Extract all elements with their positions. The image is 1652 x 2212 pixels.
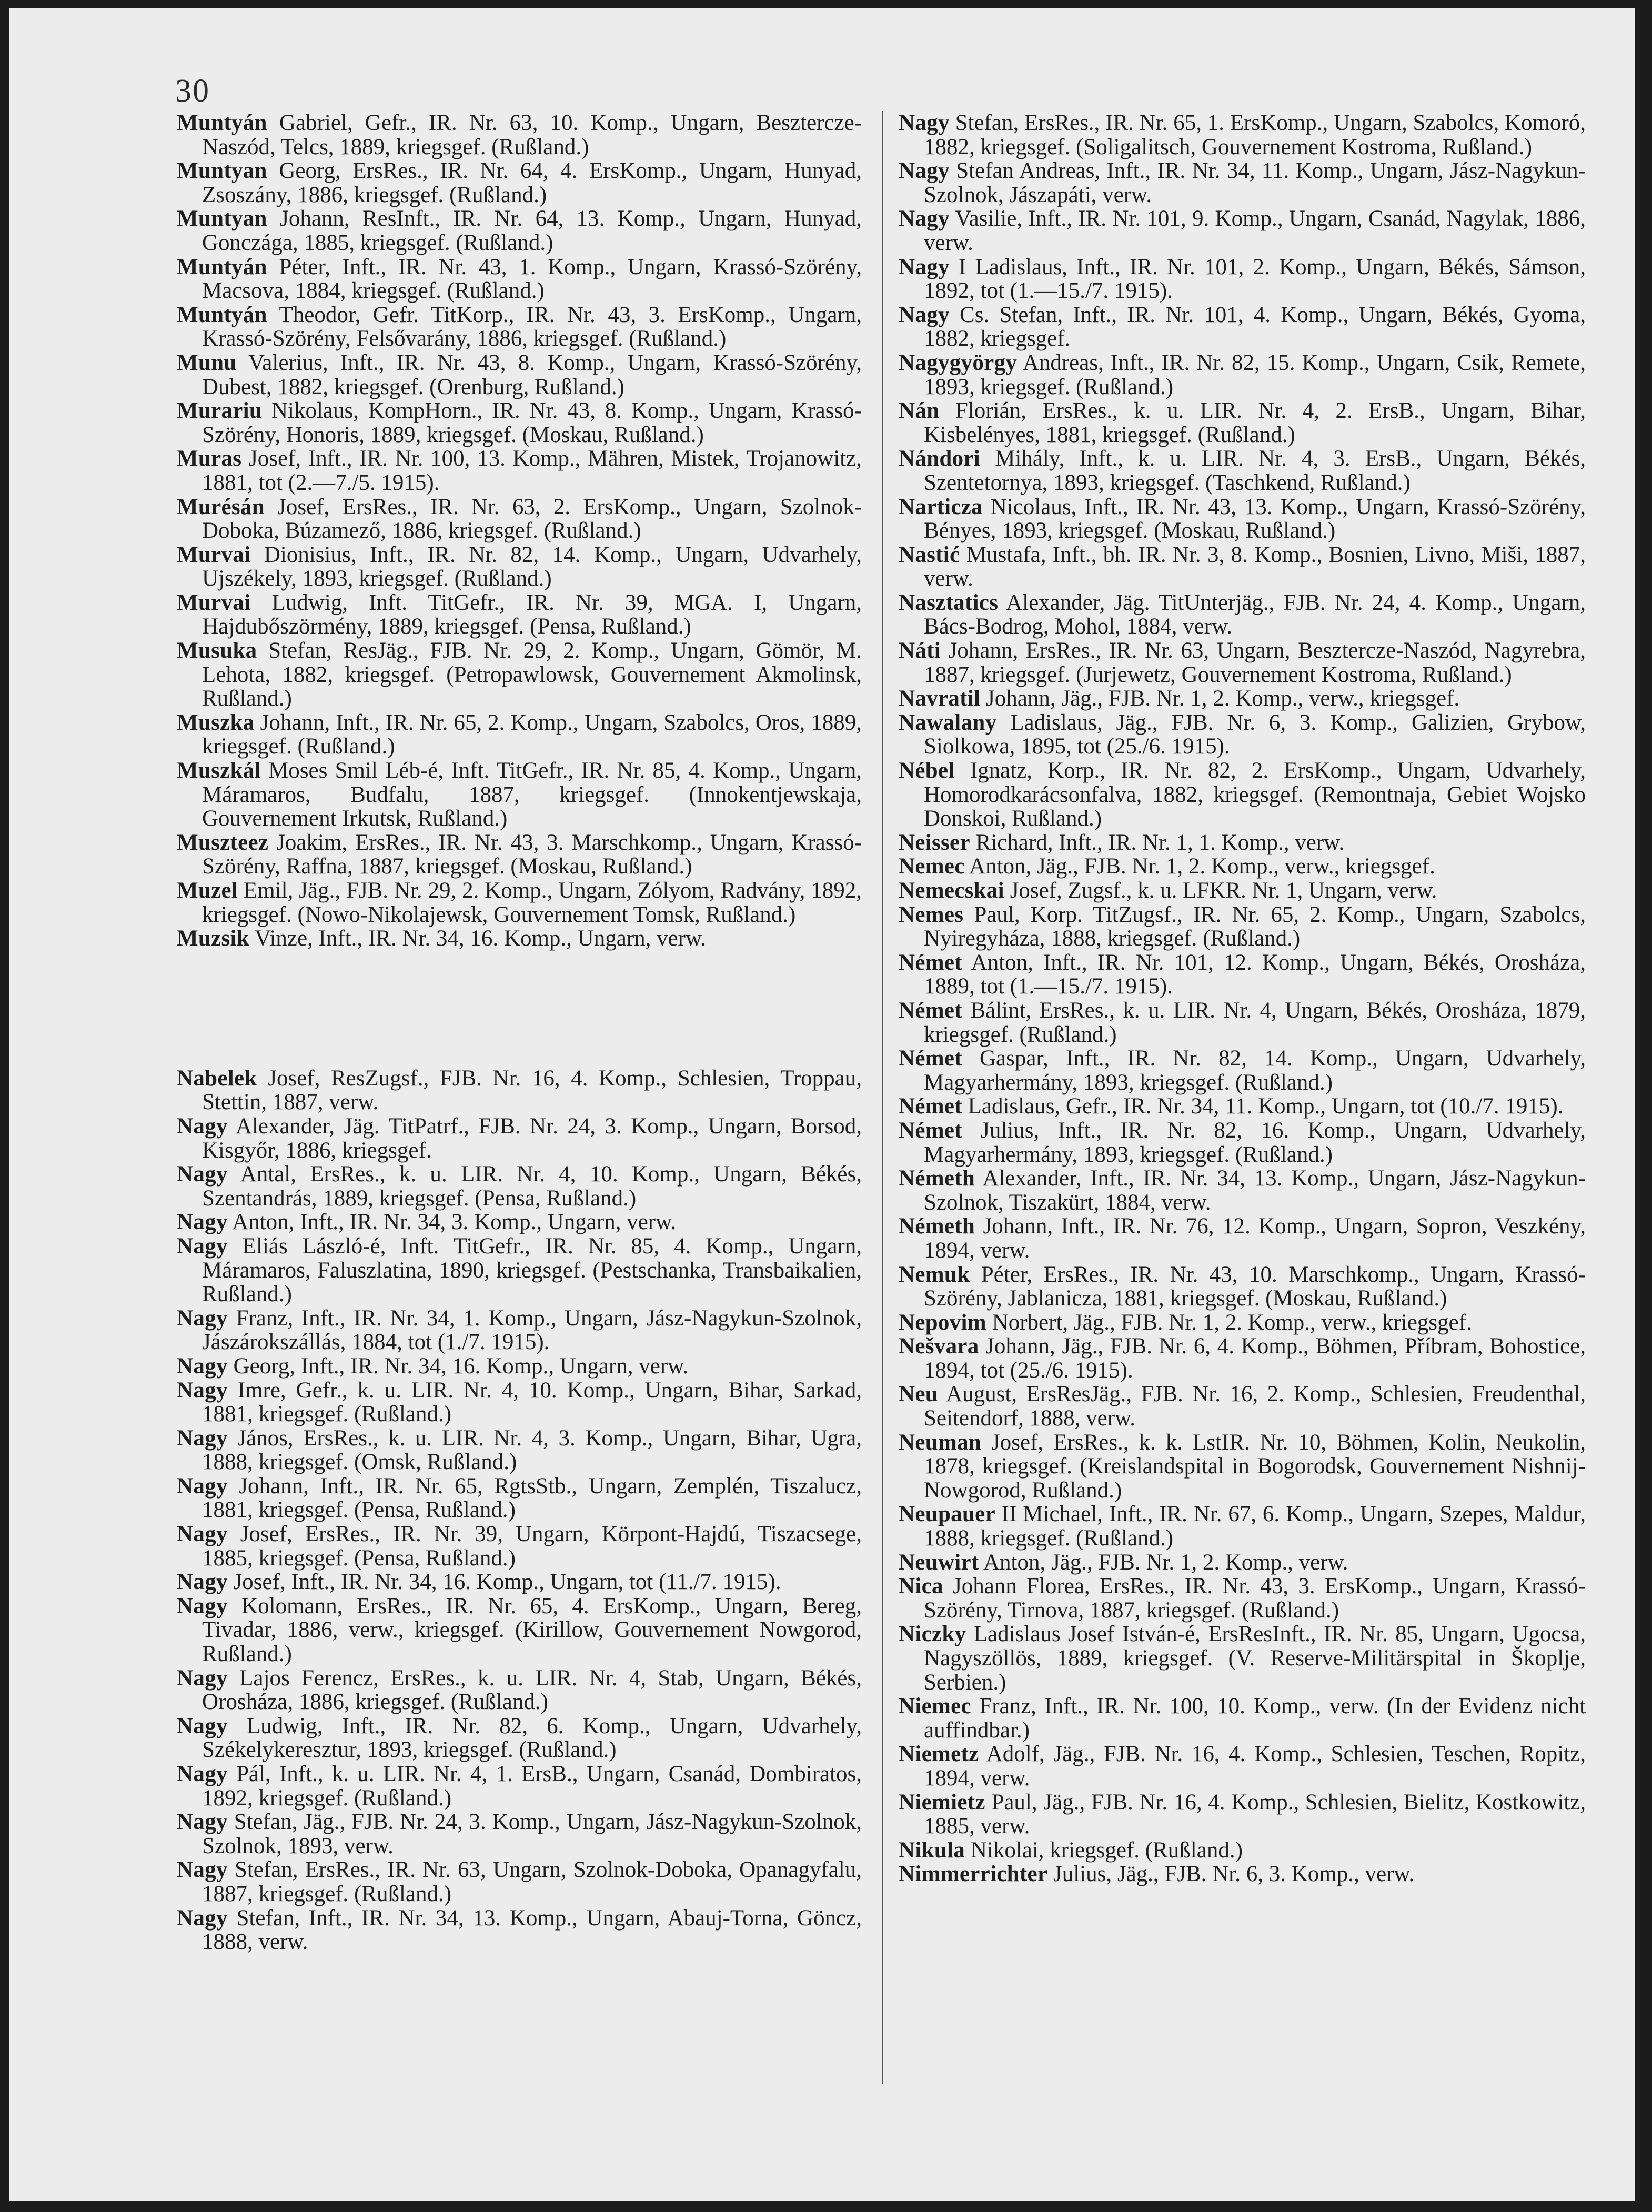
document-page xyxy=(9,8,1635,2201)
entry-details: II Michael, Inft., IR. Nr. 67, 6. Komp., Ungarn, Szepes, Maldur, 1888, kriegsgef. (Rußland.) xyxy=(924,1502,1586,1551)
list-entry xyxy=(177,1858,862,1906)
entry-surname: Német xyxy=(899,1118,962,1143)
entry-details: Johann, ResInft., IR. Nr. 64, 13. Komp., Ungarn, Hunyad, Gonczága, 1885, kriegsgef. (Rußland.) xyxy=(202,206,862,255)
entry-details: Ladislaus, Gefr., IR. Nr. 34, 11. Komp., Ungarn, tot (10./7. 1915). xyxy=(968,1094,1564,1119)
list-entry xyxy=(177,1906,862,1954)
entry-details: Josef, Zugsf., k. u. LFKR. Nr. 1, Ungarn, verw. xyxy=(1010,878,1437,903)
entry-surname: Muszka xyxy=(177,710,255,735)
entry-surname: Muntyan xyxy=(177,158,267,184)
list-entry xyxy=(899,1838,1586,1863)
list-entry xyxy=(899,1311,1586,1335)
entry-details: Franz, Inft., IR. Nr. 34, 1. Komp., Ungarn, Jász-Nagykun-Szolnok, Jászárokszállás, 1884, tot (1./7. 1915). xyxy=(202,1305,862,1355)
entry-surname: Niemietz xyxy=(899,1789,985,1815)
entry-details: Joakim, ErsRes., IR. Nr. 43, 3. Marschkomp., Ungarn, Krassó-Szörény, Raffna, 1887, kriegsgef. (Moskau, Rußland.) xyxy=(202,830,862,879)
list-entry xyxy=(899,1431,1586,1503)
list-entry xyxy=(899,447,1586,495)
entry-surname: Muntyan xyxy=(177,206,267,232)
entry-surname: Neupauer xyxy=(899,1502,995,1527)
list-entry xyxy=(899,591,1586,639)
entry-details: Ignatz, Korp., IR. Nr. 82, 2. ErsKomp., Ungarn, Udvarhely, Homorodkarácsonfalva, 1882, kriegsgef. (Remontnaja, Gebiet Wojsko Donskoi, Rußland.) xyxy=(924,758,1586,831)
list-entry xyxy=(899,543,1586,591)
list-entry xyxy=(899,1502,1586,1550)
entry-details: Johann, Jäg., FJB. Nr. 6, 4. Komp., Böhmen, Příbram, Bohostice, 1894, tot (25./6. 1915). xyxy=(924,1334,1586,1383)
entry-surname: Nagy xyxy=(177,1570,228,1595)
right-column xyxy=(899,111,1586,1886)
entry-details: Nikolai, kriegsgef. (Rußland.) xyxy=(970,1837,1243,1863)
entry-surname: Murvai xyxy=(177,542,251,567)
entry-surname: Nawalany xyxy=(899,710,997,735)
entry-surname: Nagy xyxy=(899,254,950,279)
entry-surname: Nagy xyxy=(177,1665,228,1691)
entry-surname: Muszteez xyxy=(177,830,269,855)
list-entry xyxy=(177,399,862,447)
entry-details: Alexander, Inft., IR. Nr. 34, 13. Komp., Ungarn, Jász-Nagykun-Szolnok, Tiszakürt, 1884, verw. xyxy=(924,1166,1586,1215)
entry-surname: Niczky xyxy=(899,1622,966,1647)
list-entry xyxy=(177,1570,862,1594)
entry-details: Anton, Inft., IR. Nr. 34, 3. Komp., Ungarn, verw. xyxy=(232,1210,677,1235)
list-entry xyxy=(899,1551,1586,1575)
entry-surname: Német xyxy=(899,1046,962,1071)
list-entry xyxy=(899,999,1586,1047)
list-entry xyxy=(177,543,862,591)
list-entry xyxy=(177,639,862,711)
entry-details: Ludwig, Inft., IR. Nr. 82, 6. Komp., Ungarn, Udvarhely, Székelykeresztur, 1893, kriegsgef. (Rußland.) xyxy=(202,1713,862,1763)
entry-surname: Muntyán xyxy=(177,302,267,327)
entry-details: Johann, Jäg., FJB. Nr. 1, 2. Komp., verw., kriegsgef. xyxy=(986,686,1460,711)
entry-details: Imre, Gefr., k. u. LIR. Nr. 4, 10. Komp., Ungarn, Bihar, Sarkad, 1881, kriegsgef. (Rußland.) xyxy=(202,1378,862,1427)
entry-details: Josef, ErsRes., k. k. LstIR. Nr. 10, Böhmen, Kolin, Neukolin, 1878, kriegsgef. (Kreislandspital in Bogorodsk, Gouvernement Nishnij-Nowgorod, Rußland.) xyxy=(924,1430,1586,1503)
list-entry xyxy=(177,207,862,255)
list-entry xyxy=(177,1426,862,1474)
entry-surname: Neisser xyxy=(899,830,970,855)
entry-details: Alexander, Jäg. TitUnterjäg., FJB. Nr. 24, 4. Komp., Ungarn, Bács-Bodrog, Mohol, 1884, verw. xyxy=(924,590,1586,639)
page-number: 30 xyxy=(175,73,210,109)
entry-surname: Nasztatics xyxy=(899,590,999,615)
entry-details: Josef, ErsRes., IR. Nr. 63, 2. ErsKomp., Ungarn, Szolnok-Doboka, Búzamező, 1886, kriegsgef. (Rußland.) xyxy=(202,494,862,544)
entry-details: Péter, Inft., IR. Nr. 43, 1. Komp., Ungarn, Krassó-Szörény, Macsova, 1884, kriegsgef. (Rußland.) xyxy=(202,254,862,304)
entry-surname: Muntyán xyxy=(177,254,267,279)
list-entry xyxy=(177,255,862,303)
entry-details: Andreas, Inft., IR. Nr. 82, 15. Komp., Ungarn, Csik, Remete, 1893, kriegsgef. (Rußland.) xyxy=(924,350,1586,399)
entry-details: Julius, Jäg., FJB. Nr. 6, 3. Komp., verw. xyxy=(1053,1862,1415,1887)
entry-surname: Náti xyxy=(899,638,941,663)
list-entry xyxy=(899,1382,1586,1430)
left-column xyxy=(177,111,862,1954)
list-entry xyxy=(177,1594,862,1666)
list-entry xyxy=(177,1762,862,1810)
list-entry xyxy=(899,854,1586,879)
list-entry xyxy=(177,1666,862,1714)
list-entry xyxy=(899,1742,1586,1790)
entry-details: Mihály, Inft., k. u. LIR. Nr. 4, 3. ErsB., Ungarn, Békés, Szentetornya, 1893, kriegsgef. (Taschkend, Rußland.) xyxy=(924,446,1586,495)
entry-details: Alexander, Jäg. TitPatrf., FJB. Nr. 24, 3. Komp., Ungarn, Borsod, Kisgyőr, 1886, kriegsgef. xyxy=(202,1113,862,1163)
entry-surname: Muntyán xyxy=(177,110,267,135)
entry-surname: Németh xyxy=(899,1214,975,1239)
entry-surname: Neuwirt xyxy=(899,1550,979,1575)
entry-surname: Musuka xyxy=(177,638,257,663)
entry-surname: Nagy xyxy=(177,1210,228,1235)
entry-details: Valerius, Inft., IR. Nr. 43, 8. Komp., Ungarn, Krassó-Szörény, Dubest, 1882, kriegsgef. (Orenburg, Rußland.) xyxy=(202,350,862,399)
list-entry xyxy=(177,1379,862,1426)
entry-surname: Niemec xyxy=(899,1694,971,1719)
entry-details: Anton, Inft., IR. Nr. 101, 12. Komp., Ungarn, Békés, Orosháza, 1889, tot (1.—15./7. 1915). xyxy=(924,950,1586,999)
entry-details: Nicolaus, Inft., IR. Nr. 43, 13. Komp., Ungarn, Krassó-Szörény, Bényes, 1893, kriegsgef. (Moskau, Rußland.) xyxy=(924,494,1586,544)
entry-surname: Nagy xyxy=(177,1593,228,1618)
list-entry xyxy=(899,1214,1586,1262)
entry-details: Theodor, Gefr. TitKorp., IR. Nr. 43, 3. ErsKomp., Ungarn, Krassó-Szörény, Felsővarány, 1886, kriegsgef. (Rußland.) xyxy=(202,302,862,351)
entry-details: Cs. Stefan, Inft., IR. Nr. 101, 4. Komp., Ungarn, Békés, Gyoma, 1882, kriegsgef. xyxy=(924,302,1586,351)
entry-surname: Nagy xyxy=(899,158,950,184)
entry-details: Vasilie, Inft., IR. Nr. 101, 9. Komp., Ungarn, Csanád, Nagylak, 1886, verw. xyxy=(924,206,1586,255)
list-entry xyxy=(899,495,1586,543)
list-entry xyxy=(899,1574,1586,1622)
list-entry xyxy=(177,1162,862,1210)
entry-surname: Nemuk xyxy=(899,1262,970,1287)
list-entry xyxy=(177,1354,862,1379)
entry-surname: Nagygyörgy xyxy=(899,350,1018,375)
entry-details: Anton, Jäg., FJB. Nr. 1, 2. Komp., verw., kriegsgef. xyxy=(969,854,1435,879)
entry-details: Stefan, Inft., IR. Nr. 34, 13. Komp., Ungarn, Abauj-Torna, Göncz, 1888, verw. xyxy=(202,1905,862,1955)
entry-surname: Német xyxy=(899,1094,962,1119)
list-entry xyxy=(899,831,1586,855)
list-entry xyxy=(177,927,862,951)
entry-details: Vinze, Inft., IR. Nr. 34, 16. Komp., Ungarn, verw. xyxy=(254,926,707,951)
entry-details: Georg, ErsRes., IR. Nr. 64, 4. ErsKomp., Ungarn, Hunyad, Zsoszány, 1886, kriegsgef. (Rußland.) xyxy=(202,158,862,207)
entry-surname: Nagy xyxy=(177,1162,228,1187)
list-entry xyxy=(899,711,1586,759)
list-entry xyxy=(899,255,1586,303)
entry-details: Julius, Inft., IR. Nr. 82, 16. Komp., Ungarn, Udvarhely, Magyarhermány, 1893, kriegsgef. (Rußland.) xyxy=(924,1118,1586,1167)
list-entry xyxy=(177,111,862,159)
list-entry xyxy=(177,1306,862,1354)
entry-surname: Nagy xyxy=(177,1522,228,1547)
list-entry xyxy=(899,1119,1586,1167)
list-entry xyxy=(177,759,862,831)
entry-details: Stefan, ErsRes., IR. Nr. 63, Ungarn, Szolnok-Doboka, Opanagyfalu, 1887, kriegsgef. (Rußland.) xyxy=(202,1857,862,1906)
list-entry xyxy=(177,1714,862,1762)
entry-details: Moses Smil Léb-é, Inft. TitGefr., IR. Nr. 85, 4. Komp., Ungarn, Máramaros, Budfalu, 1887, kriegsgef. (Innokentjewskaja, Gouvernement Irkutsk, Rußland.) xyxy=(202,758,862,831)
entry-surname: Nagy xyxy=(177,1713,228,1738)
list-entry xyxy=(899,1047,1586,1094)
entry-surname: Murvai xyxy=(177,590,251,615)
entry-surname: Nagy xyxy=(899,110,950,135)
entry-details: Gabriel, Gefr., IR. Nr. 63, 10. Komp., Ungarn, Besztercze-Naszód, Telcs, 1889, kriegsgef. (Rußland.) xyxy=(202,110,862,159)
entry-surname: Nagy xyxy=(177,1305,228,1331)
entry-surname: Nagy xyxy=(177,1762,228,1786)
entry-details: Franz, Inft., IR. Nr. 100, 10. Komp., verw. (In der Evidenz nicht auffindbar.) xyxy=(924,1694,1586,1743)
entry-details: Richard, Inft., IR. Nr. 1, 1. Komp., verw. xyxy=(975,830,1345,855)
entry-surname: Nagy xyxy=(177,1857,228,1883)
entry-details: János, ErsRes., k. u. LIR. Nr. 4, 3. Komp., Ungarn, Bihar, Ugra, 1888, kriegsgef. (Omsk, Rußland.) xyxy=(202,1425,862,1475)
entry-surname: Muzel xyxy=(177,878,238,903)
entry-surname: Németh xyxy=(899,1166,975,1191)
section-gap xyxy=(177,951,862,1067)
entry-surname: Narticza xyxy=(899,494,983,519)
list-entry xyxy=(899,759,1586,831)
entry-details: Johann, Inft., IR. Nr. 65, RgtsStb., Ungarn, Zemplén, Tiszalucz, 1881, kriegsgef. (Pensa, Rußland.) xyxy=(202,1473,862,1523)
entry-surname: Német xyxy=(899,998,962,1023)
entry-details: Emil, Jäg., FJB. Nr. 29, 2. Komp., Ungarn, Zólyom, Radvány, 1892, kriegsgef. (Nowo-Nikolajewsk, Gouvernement Tomsk, Rußland.) xyxy=(202,878,862,927)
entry-surname: Murariu xyxy=(177,398,263,424)
list-entry xyxy=(899,879,1586,903)
entry-surname: Nešvara xyxy=(899,1334,979,1359)
list-entry xyxy=(177,711,862,759)
entry-details: Adolf, Jäg., FJB. Nr. 16, 4. Komp., Schlesien, Teschen, Ropitz, 1894, verw. xyxy=(924,1742,1586,1791)
list-entry xyxy=(177,1234,862,1306)
list-entry xyxy=(899,1263,1586,1311)
entry-details: Gaspar, Inft., IR. Nr. 82, 14. Komp., Ungarn, Udvarhely, Magyarhermány, 1893, kriegsgef. (Rußland.) xyxy=(924,1046,1586,1095)
entry-details: Mustafa, Inft., bh. IR. Nr. 3, 8. Komp., Bosnien, Livno, Miši, 1887, verw. xyxy=(924,542,1586,591)
entry-surname: Navratil xyxy=(899,686,981,711)
entry-surname: Nabelek xyxy=(177,1065,257,1091)
list-entry xyxy=(899,1167,1586,1214)
entry-details: Stefan Andreas, Inft., IR. Nr. 34, 11. Komp., Ungarn, Jász-Nagykun-Szolnok, Jászapáti, verw. xyxy=(924,158,1586,207)
entry-details: Stefan, ResJäg., FJB. Nr. 29, 2. Komp., Ungarn, Gömör, M. Lehota, 1882, kriegsgef. (Petropawlowsk, Gouvernement Akmolinsk, Rußland.) xyxy=(202,638,862,711)
list-entry xyxy=(899,1094,1586,1119)
entry-surname: Muszkál xyxy=(177,758,261,783)
entry-details: Paul, Jäg., FJB. Nr. 16, 4. Komp., Schlesien, Bielitz, Kostkowitz, 1885, verw. xyxy=(924,1789,1586,1839)
entry-details: Eliás László-é, Inft. TitGefr., IR. Nr. 85, 4. Komp., Ungarn, Máramaros, Faluszlatina, 1890, kriegsgef. (Pestschanka, Transbaikalien, Rußland.) xyxy=(202,1233,862,1307)
list-entry xyxy=(899,639,1586,687)
list-entry xyxy=(899,1694,1586,1742)
list-entry xyxy=(177,1810,862,1858)
list-entry xyxy=(177,591,862,639)
entry-surname: Német xyxy=(899,950,962,975)
list-entry xyxy=(177,159,862,207)
entry-surname: Nébel xyxy=(899,758,955,783)
entry-details: Josef, Inft., IR. Nr. 34, 16. Komp., Ungarn, tot (11./7. 1915). xyxy=(233,1570,781,1595)
entry-details: Ludwig, Inft. TitGefr., IR. Nr. 39, MGA. I, Ungarn, Hajdubőszörmény, 1889, kriegsgef. (Pensa, Rußland.) xyxy=(202,590,862,639)
entry-surname: Nán xyxy=(899,398,940,424)
list-entry xyxy=(177,1067,862,1114)
entry-surname: Nemes xyxy=(899,902,964,927)
list-entry xyxy=(899,903,1586,951)
entry-details: Josef, ResZugsf., FJB. Nr. 16, 4. Komp., Schlesien, Troppau, Stettin, 1887, verw. xyxy=(202,1065,862,1115)
entry-details: Johann, ErsRes., IR. Nr. 63, Ungarn, Besztercze-Naszód, Nagyrebra, 1887, kriegsgef. (Jurjewetz, Gouvernement Kostroma, Rußland.) xyxy=(924,638,1586,687)
list-entry xyxy=(899,111,1586,159)
entry-surname: Neu xyxy=(899,1382,938,1407)
entry-surname: Nagy xyxy=(177,1425,228,1451)
list-entry xyxy=(177,1522,862,1570)
entry-details: August, ErsResJäg., FJB. Nr. 16, 2. Komp., Schlesien, Freudenthal, Seitendorf, 1888, verw. xyxy=(924,1382,1586,1431)
entry-surname: Nagy xyxy=(177,1905,228,1931)
list-entry xyxy=(177,879,862,927)
entry-details: Nikolaus, KompHorn., IR. Nr. 43, 8. Komp., Ungarn, Krassó-Szörény, Honoris, 1889, kriegsgef. (Moskau, Rußland.) xyxy=(202,398,862,447)
list-entry xyxy=(899,951,1586,999)
list-entry xyxy=(177,1114,862,1162)
entry-details: Josef, Inft., IR. Nr. 100, 13. Komp., Mähren, Mistek, Trojanowitz, 1881, tot (2.—7./5. 1915). xyxy=(202,446,862,495)
entry-surname: Nagy xyxy=(177,1809,228,1835)
entry-details: I Ladislaus, Inft., IR. Nr. 101, 2. Komp., Ungarn, Békés, Sámson, 1892, tot (1.—15./7. 1915). xyxy=(924,254,1586,304)
list-entry xyxy=(899,1334,1586,1382)
entry-surname: Nagy xyxy=(177,1473,228,1499)
entry-details: Anton, Jäg., FJB. Nr. 1, 2. Komp., verw. xyxy=(983,1550,1348,1575)
entry-surname: Nimmerrichter xyxy=(899,1862,1048,1887)
entry-details: Georg, Inft., IR. Nr. 34, 16. Komp., Ungarn, verw. xyxy=(233,1353,689,1379)
list-entry xyxy=(177,1210,862,1234)
entry-surname: Niemetz xyxy=(899,1742,979,1767)
entry-details: Johann Florea, ErsRes., IR. Nr. 43, 3. ErsKomp., Ungarn, Krassó-Szörény, Tirnova, 1887, kriegsgef. (Rußland.) xyxy=(924,1574,1586,1623)
list-entry xyxy=(899,399,1586,447)
entry-details: Péter, ErsRes., IR. Nr. 43, 10. Marschkomp., Ungarn, Krassó-Szörény, Jablanicza, 1881, kriegsgef. (Moskau, Rußland.) xyxy=(924,1262,1586,1311)
list-entry xyxy=(177,831,862,879)
list-entry xyxy=(177,447,862,495)
entry-surname: Nemec xyxy=(899,854,965,879)
entry-details: Johann, Inft., IR. Nr. 76, 12. Komp., Ungarn, Sopron, Veszkény, 1894, verw. xyxy=(924,1214,1586,1263)
list-entry xyxy=(899,351,1586,399)
entry-surname: Nikula xyxy=(899,1837,965,1863)
entry-surname: Nagy xyxy=(177,1233,228,1259)
list-entry xyxy=(899,1622,1586,1694)
entry-details: Stefan, Jäg., FJB. Nr. 24, 3. Komp., Ungarn, Jász-Nagykun-Szolnok, Szolnok, 1893, verw. xyxy=(202,1809,862,1858)
entry-surname: Nagy xyxy=(899,206,950,232)
list-entry xyxy=(899,207,1586,255)
entry-details: Ladislaus, Jäg., FJB. Nr. 6, 3. Komp., Galizien, Grybow, Siolkowa, 1895, tot (25./6. 1915). xyxy=(924,710,1586,759)
column-divider xyxy=(882,111,883,2084)
list-entry xyxy=(899,159,1586,207)
list-entry xyxy=(899,1862,1586,1886)
list-entry xyxy=(899,1791,1586,1838)
list-entry xyxy=(177,303,862,351)
list-entry xyxy=(899,687,1586,711)
entry-details: Norbert, Jäg., FJB. Nr. 1, 2. Komp., verw., kriegsgef. xyxy=(992,1310,1472,1335)
entry-surname: Nagy xyxy=(177,1378,228,1403)
entry-surname: Nemecskai xyxy=(899,878,1004,903)
entry-details: Ladislaus Josef István-é, ErsResInft., IR. Nr. 85, Ungarn, Ugocsa, Nagyszöllös, 1889, kriegsgef. (V. Reserve-Militärspital in Škoplje, Serbien.) xyxy=(924,1622,1586,1695)
entry-surname: Muzsik xyxy=(177,926,249,951)
entry-details: Lajos Ferencz, ErsRes., k. u. LIR. Nr. 4, Stab, Ungarn, Békés, Orosháza, 1886, kriegsgef. (Rußland.) xyxy=(202,1665,862,1715)
entry-details: Josef, ErsRes., IR. Nr. 39, Ungarn, Körpont-Hajdú, Tiszacsege, 1885, kriegsgef. (Pensa, Rußland.) xyxy=(202,1522,862,1571)
entry-details: Dionisius, Inft., IR. Nr. 82, 14. Komp., Ungarn, Udvarhely, Ujszékely, 1893, kriegsgef. (Rußland.) xyxy=(202,542,862,591)
entry-details: Kolomann, ErsRes., IR. Nr. 65, 4. ErsKomp., Ungarn, Bereg, Tivadar, 1886, verw., kriegsgef. (Kirillow, Gouvernement Nowgorod, Rußland.) xyxy=(202,1593,862,1667)
entry-details: Stefan, ErsRes., IR. Nr. 65, 1. ErsKomp., Ungarn, Szabolcs, Komoró, 1882, kriegsgef. (Soligalitsch, Gouvernement Kostroma, Rußland.) xyxy=(924,110,1586,159)
entry-surname: Nepovim xyxy=(899,1310,986,1335)
entry-details: Paul, Korp. TitZugsf., IR. Nr. 65, 2. Komp., Ungarn, Szabolcs, Nyiregyháza, 1888, kriegsgef. (Rußland.) xyxy=(924,902,1586,951)
list-entry xyxy=(177,1474,862,1522)
entry-details: Antal, ErsRes., k. u. LIR. Nr. 4, 10. Komp., Ungarn, Békés, Szentandrás, 1889, kriegsgef. (Pensa, Rußland.) xyxy=(202,1162,862,1211)
entry-surname: Neuman xyxy=(899,1430,982,1455)
list-entry xyxy=(177,495,862,543)
list-entry xyxy=(899,303,1586,351)
entry-surname: Nándori xyxy=(899,446,981,471)
entry-surname: Murésán xyxy=(177,494,265,519)
entry-details: Bálint, ErsRes., k. u. LIR. Nr. 4, Ungarn, Békés, Orosháza, 1879, kriegsgef. (Rußland.) xyxy=(924,998,1586,1047)
entry-surname: Nica xyxy=(899,1574,943,1599)
entry-surname: Nagy xyxy=(899,302,950,327)
entry-surname: Muras xyxy=(177,446,242,471)
entry-surname: Munu xyxy=(177,350,237,375)
list-entry xyxy=(177,351,862,399)
entry-details: Pál, Inft., k. u. LIR. Nr. 4, 1. ErsB., Ungarn, Csanád, Dombiratos, 1892, kriegsgef. (Rußland.) xyxy=(202,1762,862,1811)
entry-surname: Nagy xyxy=(177,1113,228,1139)
entry-details: Johann, Inft., IR. Nr. 65, 2. Komp., Ungarn, Szabolcs, Oros, 1889, kriegsgef. (Rußland.) xyxy=(202,710,862,759)
entry-surname: Nagy xyxy=(177,1353,228,1379)
entry-surname: Nastić xyxy=(899,542,960,567)
entry-details: Florián, ErsRes., k. u. LIR. Nr. 4, 2. ErsB., Ungarn, Bihar, Kisbelényes, 1881, kriegsgef. (Rußland.) xyxy=(924,398,1586,447)
